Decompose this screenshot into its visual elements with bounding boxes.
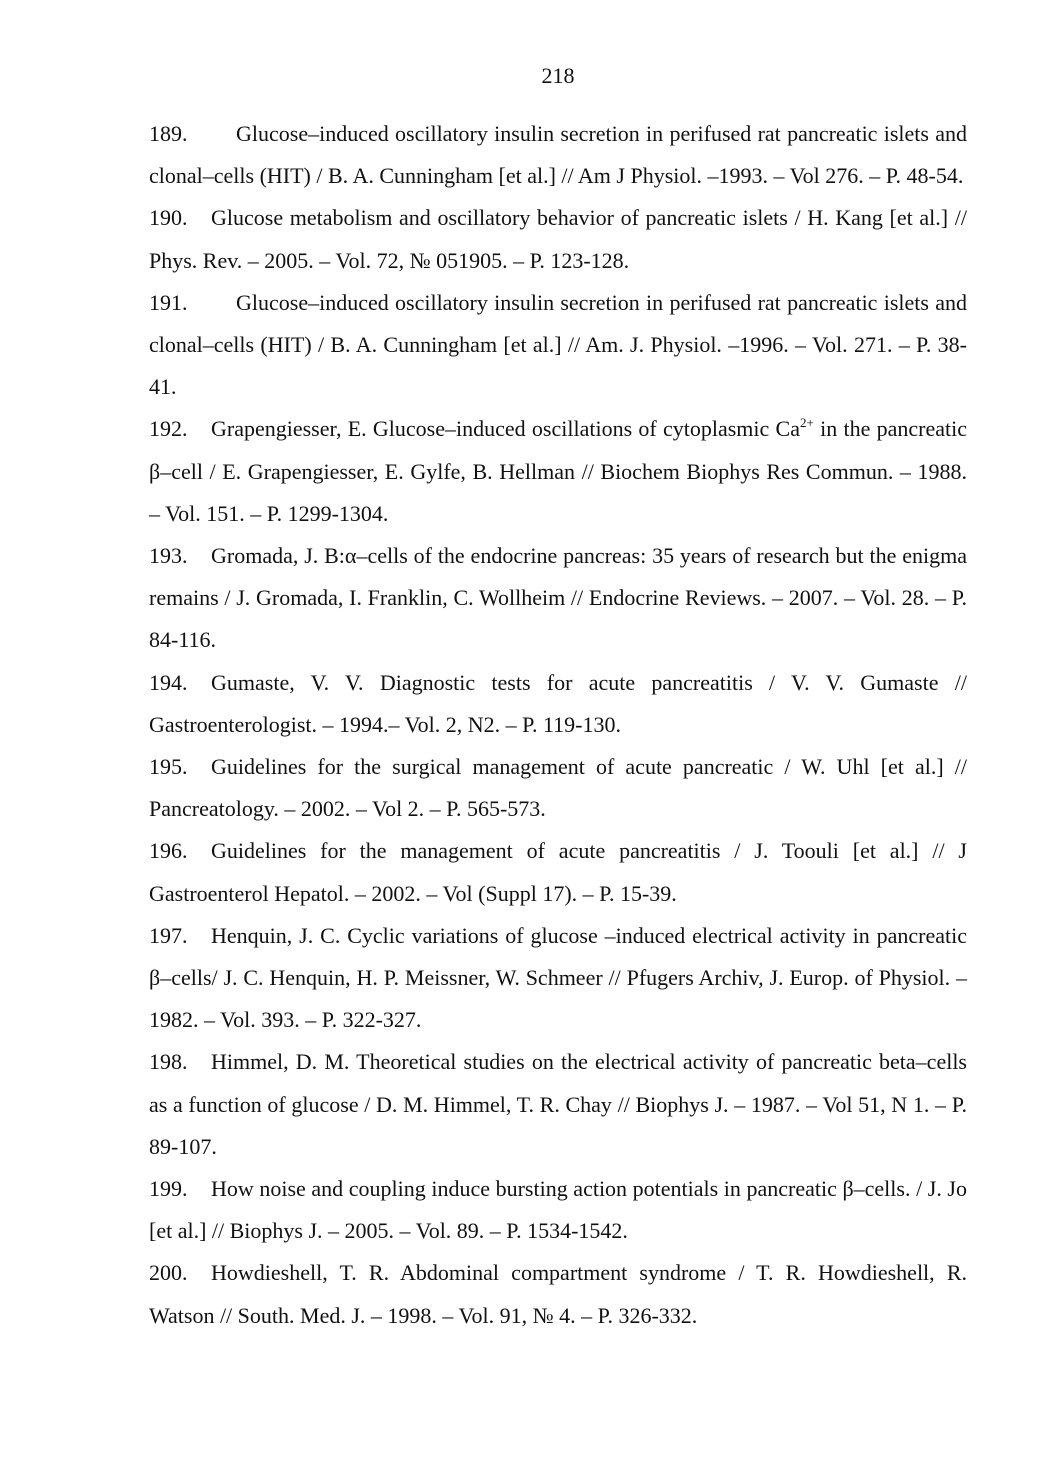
- reference-text: Himmel, D. M. Theoretical studies on the electrical activity of pancreatic beta–cells as a function of glucose / D. M. Himmel, T. R. Chay // Biophys J. – 1987. – Vol 51, N 1. – P. 89-107.: [149, 1049, 967, 1159]
- reference-text: Glucose metabolism and oscillatory behavior of pancreatic islets / H. Kang [et al.] // Phys. Rev. – 2005. – Vol. 72, № 051905. – P. 123-128.: [149, 205, 967, 273]
- reference-item: [149, 197, 967, 281]
- reference-item: [149, 1252, 967, 1336]
- reference-text-start: Grapengiesser, E. Glucose–induced oscillations of cytoplasmic Ca: [211, 416, 800, 442]
- reference-number: 190.: [149, 205, 188, 231]
- reference-text: Glucose–induced oscillatory insulin secretion in perifused rat pancreatic islets and clonal–cells (HIT) / B. A. Cunningham [et al.] // Am. J. Physiol. –1996. – Vol. 271. – P. 38-41.: [149, 289, 967, 400]
- reference-text: Gumaste, V. V. Diagnostic tests for acute pancreatitis / V. V. Gumaste // Gastroenterologist. – 1994.– Vol. 2, N2. – P. 119-130.: [149, 669, 967, 737]
- reference-item: [149, 746, 967, 830]
- reference-item: [149, 535, 967, 662]
- reference-item: [149, 282, 967, 409]
- superscript-charge: 2+: [799, 415, 814, 431]
- reference-item: [149, 1041, 967, 1168]
- reference-text: Howdieshell, T. R. Abdominal compartment syndrome / T. R. Howdieshell, R. Watson // South. Med. J. – 1998. – Vol. 91, № 4. – P. 326-332.: [149, 1260, 967, 1328]
- reference-item: [149, 662, 967, 746]
- reference-number: 189.: [149, 121, 188, 146]
- reference-text: Henquin, J. C. Cyclic variations of glucose –induced electrical activity in pancreatic β–cells/ J. C. Henquin, H. P. Meissner, W. Schmeer // Pfugers Archiv, J. Europ. of Physiol. – 1982. – Vol. 393. – P. 322-327.: [149, 922, 967, 1033]
- reference-item: [149, 915, 967, 1042]
- reference-number: 198.: [149, 1049, 188, 1075]
- reference-number: 196.: [149, 838, 188, 864]
- reference-item: [149, 113, 967, 197]
- reference-text: Glucose–induced oscillatory insulin secretion in perifused rat pancreatic islets and clonal–cells (HIT) / B. A. Cunningham [et al.] // Am J Physiol. –1993. – Vol 276. – P. 48-54.: [149, 121, 967, 189]
- reference-number: 200.: [149, 1260, 188, 1286]
- reference-number: 195.: [149, 754, 188, 780]
- reference-number: 199.: [149, 1176, 188, 1202]
- page-number: 218: [541, 63, 575, 88]
- reference-text: How noise and coupling induce bursting action potentials in pancreatic β–cells. / J. Jo [et al.] // Biophys J. – 2005. – Vol. 89. – P. 1534-1542.: [149, 1176, 967, 1244]
- reference-number: 197.: [149, 922, 188, 948]
- reference-number: 192.: [149, 416, 188, 442]
- reference-item: [149, 1168, 967, 1252]
- reference-item: [149, 830, 967, 914]
- reference-number: 194.: [149, 669, 188, 695]
- reference-number: 191.: [149, 289, 188, 315]
- reference-item: [149, 408, 967, 535]
- reference-text: Guidelines for the surgical management of acute pancreatic / W. Uhl [et al.] // Pancreatology. – 2002. – Vol 2. – P. 565-573.: [149, 754, 967, 822]
- reference-text: Gromada, J. B:α–cells of the endocrine pancreas: 35 years of research but the enigma remains / J. Gromada, I. Franklin, C. Wollheim // Endocrine Reviews. – 2007. – Vol. 28. – P. 84-116.: [149, 543, 967, 653]
- reference-list: [149, 113, 967, 1337]
- reference-text: Guidelines for the management of acute pancreatitis / J. Toouli [et al.] // J Gastroenterol Hepatol. – 2002. – Vol (Suppl 17). – P. 15-39.: [149, 838, 967, 906]
- reference-text: in the pancreatic β–cell / E. Grapengiesser, E. Gylfe, B. Hellman // Biochem Biophys Res Commun. – 1988. – Vol. 151. – P. 1299-1304.: [149, 416, 967, 526]
- reference-number: 193.: [149, 543, 188, 569]
